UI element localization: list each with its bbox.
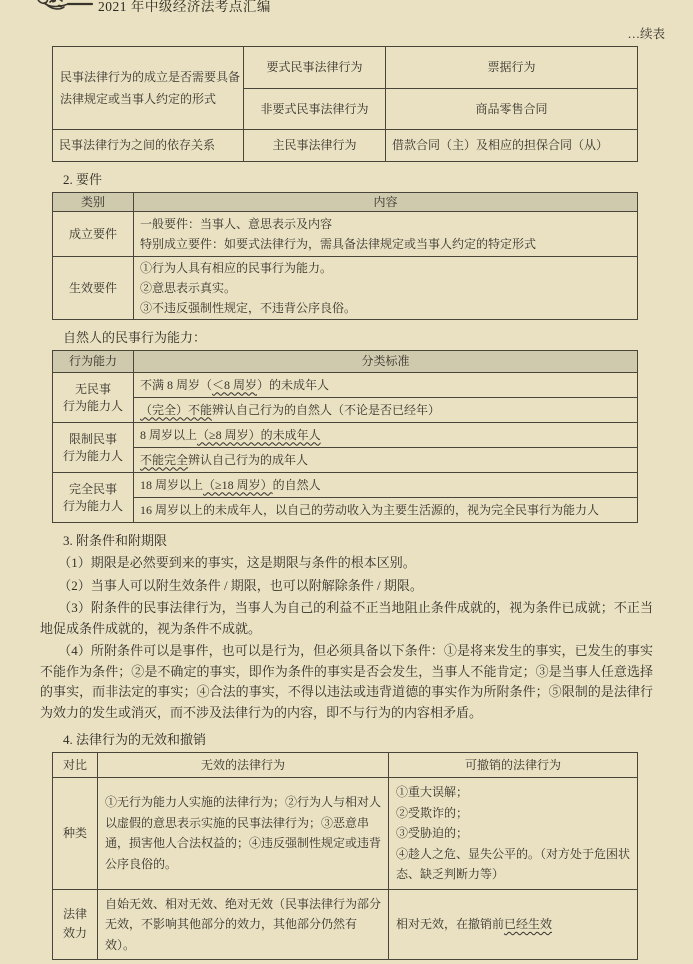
wavy-emphasis: 已经生效 bbox=[504, 917, 553, 931]
table-row bbox=[53, 398, 638, 423]
text-line: 行为能力人 bbox=[62, 398, 123, 413]
table-row bbox=[53, 778, 638, 890]
doc-title: 2021 年中级经济法考点汇编 bbox=[98, 0, 271, 14]
table-cell-label: 成立要件 bbox=[53, 212, 134, 257]
wavy-emphasis: （≥8 周岁）的未成年人 bbox=[197, 427, 321, 442]
table-row bbox=[53, 448, 638, 473]
wavy-emphasis: （≥18 周岁） bbox=[203, 477, 273, 492]
table-cell bbox=[389, 889, 638, 960]
table-cell bbox=[134, 423, 638, 448]
table-row bbox=[53, 130, 638, 162]
table-cell: 商品零售合同 bbox=[386, 89, 638, 130]
table-row bbox=[53, 212, 638, 257]
table-header-row bbox=[53, 753, 638, 778]
column-header-invalid: 无效的法律行为 bbox=[98, 753, 389, 778]
column-header-standard: 分类标准 bbox=[134, 351, 638, 373]
invalid-vs-revocable-table bbox=[52, 752, 638, 960]
text-line: 行为能力人 bbox=[62, 448, 123, 463]
table-row bbox=[53, 498, 638, 523]
table-cell bbox=[134, 448, 638, 473]
text-segment: 18 周岁以上 bbox=[140, 477, 204, 492]
table-row bbox=[53, 257, 638, 320]
table-row bbox=[53, 373, 638, 398]
text-segment: 辨认自己行为的自然人（不论是否已经年） bbox=[212, 402, 441, 417]
table-cell-label bbox=[53, 423, 134, 473]
table-cell bbox=[134, 257, 638, 320]
table-cell: 自始无效、相对无效、绝对无效（民事法律行为部分无效，不影响其他部分的效力，其他部分仍然有效）。 bbox=[98, 889, 389, 960]
text-line: 无民事 bbox=[74, 381, 111, 396]
table-cell: 非要式民事法律行为 bbox=[244, 89, 386, 130]
table-row bbox=[53, 423, 638, 448]
civil-act-form-table bbox=[52, 46, 638, 162]
table-row bbox=[53, 473, 638, 498]
paragraph: （1）期限是必然要到来的事实，这是期限与条件的根本区别。 bbox=[58, 555, 416, 570]
table-cell-label bbox=[53, 889, 98, 960]
text-line: ④趁人之危、显失公平的。（对方处于危困状态、缺乏判断力等） bbox=[396, 846, 631, 881]
text-line: ①行为人具有相应的民事行为能力。 bbox=[140, 261, 333, 275]
paragraph: （3）附条件的民事法律行为，当事人为自己的利益不正当地阻止条件成就的，视为条件已成就；不正当地促成条件成就的，视为条件不成就。 bbox=[40, 600, 653, 636]
text-line: 效力 bbox=[62, 926, 87, 941]
capacity-table bbox=[52, 350, 638, 523]
table-cell bbox=[134, 373, 638, 398]
column-header-compare: 对比 bbox=[53, 753, 98, 778]
section-heading-invalid-revocable: 4. 法律行为的无效和撤销 bbox=[63, 732, 207, 747]
column-header-capacity: 行为能力 bbox=[53, 351, 134, 373]
table-cell: 16 周岁以上的未成年人，以自己的劳动收入为主要生活源的，视为完全民事行为能力人 bbox=[134, 498, 638, 523]
table-cell: 票据行为 bbox=[386, 47, 638, 89]
doc-header bbox=[34, 0, 693, 16]
text-line: 法律 bbox=[62, 907, 87, 922]
text-line: 行为能力人 bbox=[62, 498, 123, 513]
text-segment: 8 周岁以上 bbox=[140, 427, 198, 442]
text-line: ②受欺诈的； bbox=[396, 805, 469, 820]
table-cell bbox=[134, 212, 638, 257]
text-segment: 不满 8 周岁（ bbox=[140, 377, 213, 392]
paragraph: （4）所附条件可以是事件，也可以是行为，但必须具备以下条件：①是将来发生的事实，已发生的事实不能作为条件；②是不确定的事实，即作为条件的事实是否会发生，当事人不能肯定；③是当事人任意选择的事实，而非法定的事实；④合法的事实，不得以违法或违背道德的事实作为所附条件；⑤限制的是法律行为效力的发生或消灭，而不涉及法律行为的内容，即不与行为的内容相矛盾。 bbox=[40, 643, 653, 720]
flourish-ornament-icon bbox=[34, 0, 96, 16]
text-line: ③不违反强制性规定，不违背公序良俗。 bbox=[140, 301, 357, 315]
text-segment: 的自然人 bbox=[272, 477, 321, 492]
section-heading-requirements: 2. 要件 bbox=[63, 172, 103, 187]
continued-table-label: …续表 bbox=[627, 27, 665, 41]
table-cell: 借款合同（主）及相应的担保合同（从） bbox=[386, 130, 638, 162]
text-line: 特别成立要件：如要式法律行为，需具备法律规定或当事人约定的特定形式 bbox=[140, 237, 537, 251]
table-cell bbox=[134, 398, 638, 423]
column-header-content: 内容 bbox=[134, 193, 638, 212]
table-cell-label bbox=[53, 473, 134, 523]
text-segment: 辨认自己行为的成年人 bbox=[188, 452, 309, 467]
table-header-row bbox=[53, 193, 638, 212]
table-cell: ①无行为能力人实施的法律行为；②行为人与相对人以虚假的意思表示实施的民事法律行为；③恶意串通，损害他人合法权益的；④违反强制性规定或违背公序良俗的。 bbox=[98, 778, 389, 890]
content-area bbox=[0, 46, 693, 960]
table-cell-label: 生效要件 bbox=[53, 257, 134, 320]
table-cell: 主民事法律行为 bbox=[244, 130, 386, 162]
text-line: 一般要件：当事人、意思表示及内容 bbox=[140, 217, 333, 231]
capacity-intro: 自然人的民事行为能力： bbox=[63, 330, 207, 345]
column-header-revocable: 可撤销的法律行为 bbox=[389, 753, 638, 778]
text-line: ①重大误解； bbox=[396, 785, 469, 799]
table-row bbox=[53, 889, 638, 960]
text-line: ③受胁迫的； bbox=[396, 826, 469, 840]
text-line: 完全民事 bbox=[68, 481, 117, 496]
text-line: ②意思表示真实。 bbox=[140, 281, 237, 295]
section-heading-conditions: 3. 附条件和附期限 bbox=[63, 533, 168, 548]
table-cell-label bbox=[53, 373, 134, 423]
table-cell: 民事法律行为之间的依存关系 bbox=[53, 130, 244, 162]
table-row bbox=[53, 47, 638, 89]
table-cell bbox=[134, 473, 638, 498]
table-cell-form-question: 民事法律行为的成立是否需要具备法律规定或当事人约定的形式 bbox=[53, 47, 244, 130]
table-cell bbox=[389, 778, 638, 890]
requirements-table bbox=[52, 192, 638, 320]
paragraph: （2）当事人可以附生效条件 / 期限，也可以附解除条件 / 期限。 bbox=[58, 577, 423, 593]
text-segment: 相对无效，在撤销前 bbox=[396, 917, 505, 931]
text-line: 限制民事 bbox=[68, 431, 117, 446]
text-segment: ）的未成年人 bbox=[257, 377, 330, 392]
wavy-emphasis: 不能完全 bbox=[140, 452, 189, 467]
table-cell-label: 种类 bbox=[53, 778, 98, 890]
wavy-emphasis: （完全）不能 bbox=[140, 402, 213, 417]
table-cell: 要式民事法律行为 bbox=[244, 47, 386, 89]
wavy-emphasis: ＜8 周岁 bbox=[212, 377, 258, 392]
column-header-category: 类别 bbox=[53, 193, 134, 212]
table-header-row bbox=[53, 351, 638, 373]
